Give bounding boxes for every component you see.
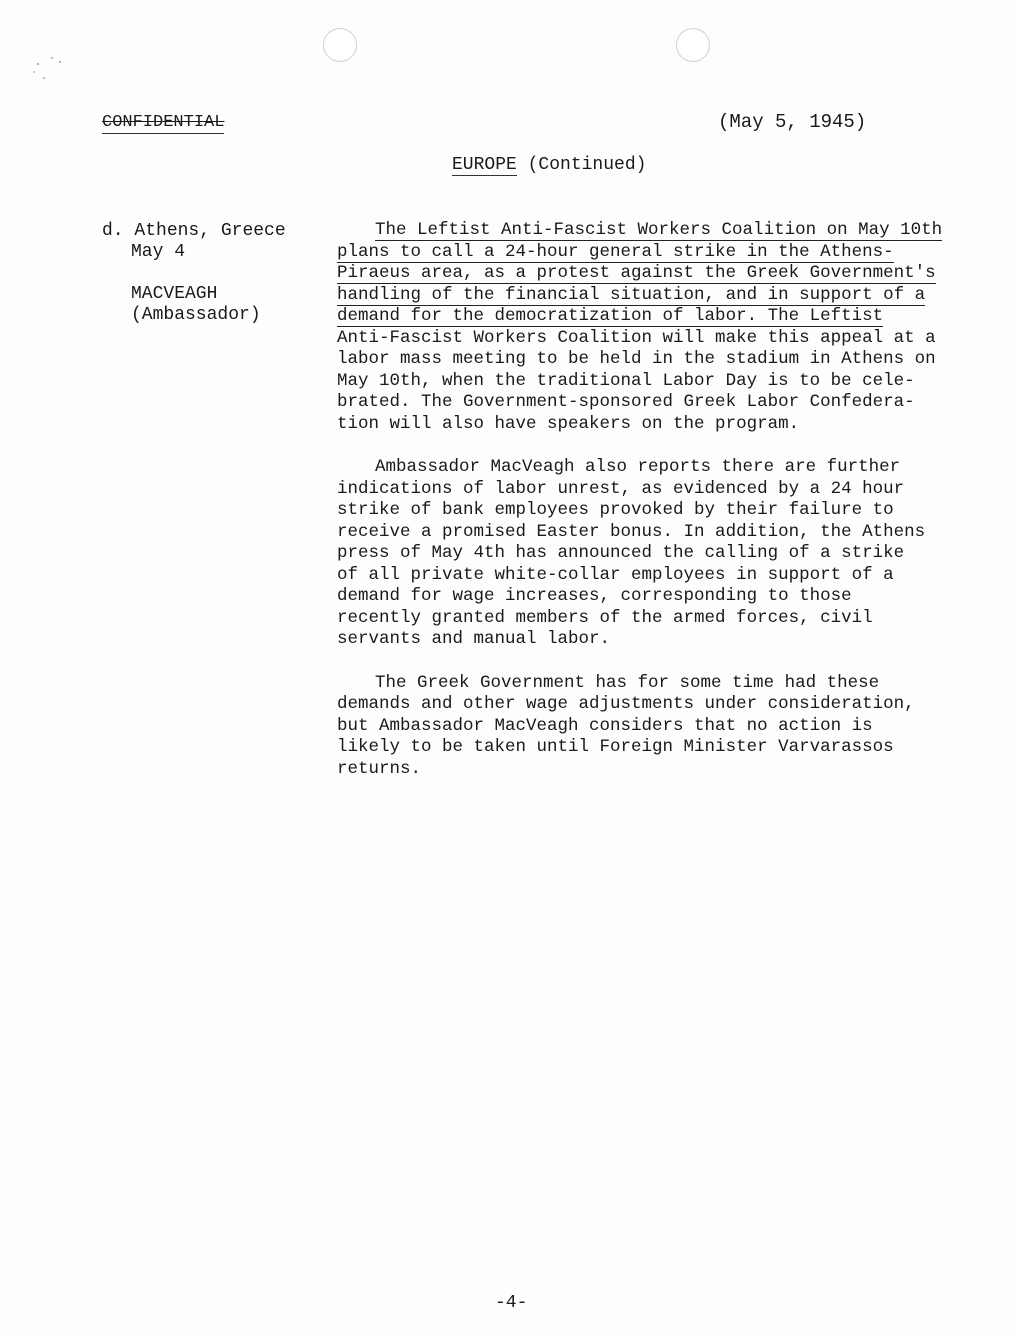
paragraph-line [337, 306, 977, 328]
section-title-main: EUROPE [452, 155, 517, 175]
sidebar-source-info [102, 221, 286, 326]
paragraph-line: brated. The Government-sponsored Greek Labor Confedera- [337, 392, 915, 412]
section-title [452, 155, 646, 175]
punch-hole-right [676, 28, 710, 62]
paragraph-line: Anti-Fascist Workers Coalition will make this appeal at a [337, 327, 936, 348]
paragraph-line: strike of bank employees provoked by their failure to [337, 500, 894, 520]
paragraph [337, 673, 977, 781]
sidebar-source-name: MACVEAGH [131, 284, 218, 304]
paragraph-line: Ambassador MacVeagh also reports there are further [375, 457, 901, 477]
section-title-suffix: (Continued) [516, 155, 647, 175]
paragraph-line: press of May 4th has announced the calling of a strike [337, 543, 905, 563]
paragraph-line: demands and other wage adjustments under consideration, [337, 694, 915, 714]
paragraph-line [337, 242, 977, 264]
document-date: (May 5, 1945) [718, 111, 867, 133]
underlined-text: Piraeus area, as a protest against the Greek Government's [337, 263, 936, 283]
paragraph-line: May 10th, when the traditional Labor Day is to be cele- [337, 370, 915, 391]
underlined-text: demand for the democratization of labor. The Leftist [337, 306, 884, 326]
paragraph-line: labor mass meeting to be held in the stadium in Athens on [337, 349, 936, 369]
paragraph-line [337, 220, 977, 242]
sidebar-location-line [102, 221, 286, 242]
paragraph-line: of all private white-collar employees in support of a [337, 564, 894, 585]
paragraph-line: receive a promised Easter bonus. In addition, the Athens [337, 521, 926, 542]
sidebar-location: Athens, Greece [134, 221, 286, 241]
paragraph-line: likely to be taken until Foreign Minister Varvarassos [337, 737, 894, 757]
sidebar-source-title: (Ambassador) [131, 305, 261, 325]
paragraph-line: The Greek Government has for some time had these [375, 672, 880, 693]
paragraph [337, 457, 977, 651]
paragraph-line: recently granted members of the armed forces, civil [337, 607, 873, 628]
paper-specks [30, 52, 90, 92]
paragraph-line: indications of labor unrest, as evidenced by a 24 hour [337, 478, 905, 499]
paragraph-line: servants and manual labor. [337, 629, 611, 649]
underlined-text: plans to call a 24-hour general strike in the Athens- [337, 241, 894, 262]
sidebar-date: May 4 [131, 242, 186, 262]
classification-stamp: CONFIDENTIAL [102, 113, 225, 132]
report-body [337, 220, 977, 802]
paragraph-line: returns. [337, 758, 422, 779]
underlined-text: The Leftist Anti-Fascist Workers Coalition on May 10th [375, 220, 943, 240]
paragraph-line: tion will also have speakers on the program. [337, 413, 800, 434]
paragraph-line [337, 285, 977, 307]
paragraph-line: but Ambassador MacVeagh considers that no action is [337, 715, 873, 736]
paragraph-line [337, 263, 977, 285]
item-label: d. [102, 221, 124, 241]
punch-hole-left [323, 28, 357, 62]
underlined-text: handling of the financial situation, and in support of a [337, 284, 926, 305]
page-number: -4- [495, 1293, 528, 1313]
paragraph-line: demand for wage increases, corresponding to those [337, 586, 852, 606]
paragraph [337, 220, 977, 435]
